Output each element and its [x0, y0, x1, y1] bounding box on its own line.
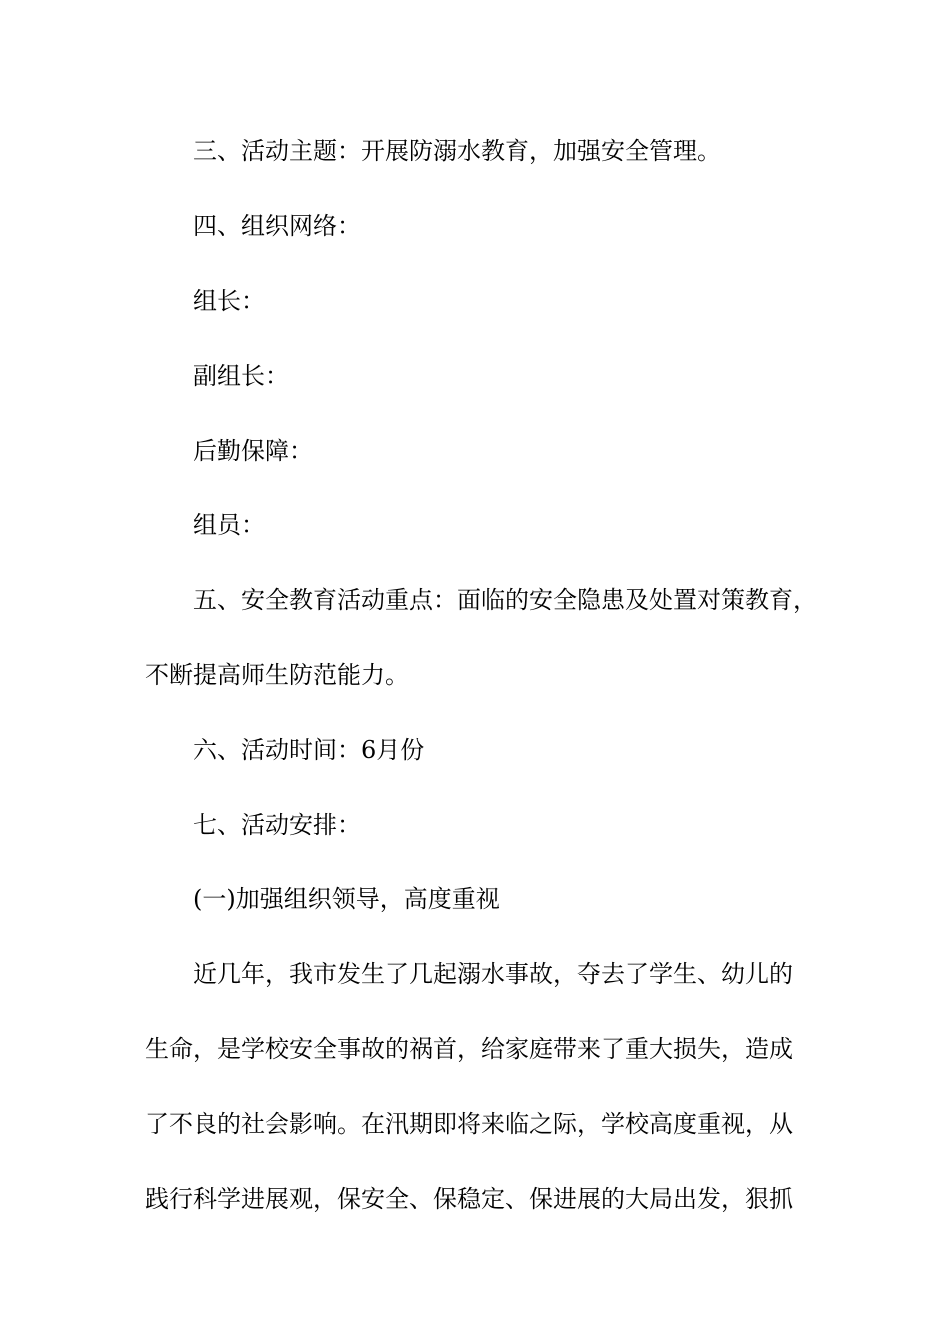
members-label: 组员：: [193, 511, 265, 539]
section-5-focus: 五、安全教育活动重点：面临的安全隐患及处置对策教育，: [193, 586, 817, 614]
subsection-1-heading: (一)加强组织领导，高度重视: [193, 885, 500, 913]
group-leader-label: 组长：: [193, 287, 265, 315]
section-3-theme: 三、活动主题：开展防溺水教育，加强安全管理。: [193, 137, 721, 165]
deputy-leader-label: 副组长：: [193, 362, 289, 390]
paragraph-line-2: 生命，是学校安全事故的祸首，给家庭带来了重大损失，造成: [145, 1035, 793, 1063]
section-7-arrangement: 七、活动安排：: [193, 811, 361, 839]
section-6-time: 六、活动时间：6月份: [193, 736, 425, 764]
paragraph-line-4: 践行科学进展观，保安全、保稳定、保进展的大局出发，狠抓: [145, 1185, 793, 1213]
paragraph-line-3: 了不良的社会影响。在汛期即将来临之际，学校高度重视，从: [145, 1110, 793, 1138]
section-4-organization: 四、组织网络：: [193, 212, 361, 240]
paragraph-line-1: 近几年，我市发生了几起溺水事故，夺去了学生、幼儿的: [193, 960, 793, 988]
logistics-label: 后勤保障：: [193, 437, 313, 465]
section-5-focus-cont: 不断提高师生防范能力。: [145, 661, 409, 689]
